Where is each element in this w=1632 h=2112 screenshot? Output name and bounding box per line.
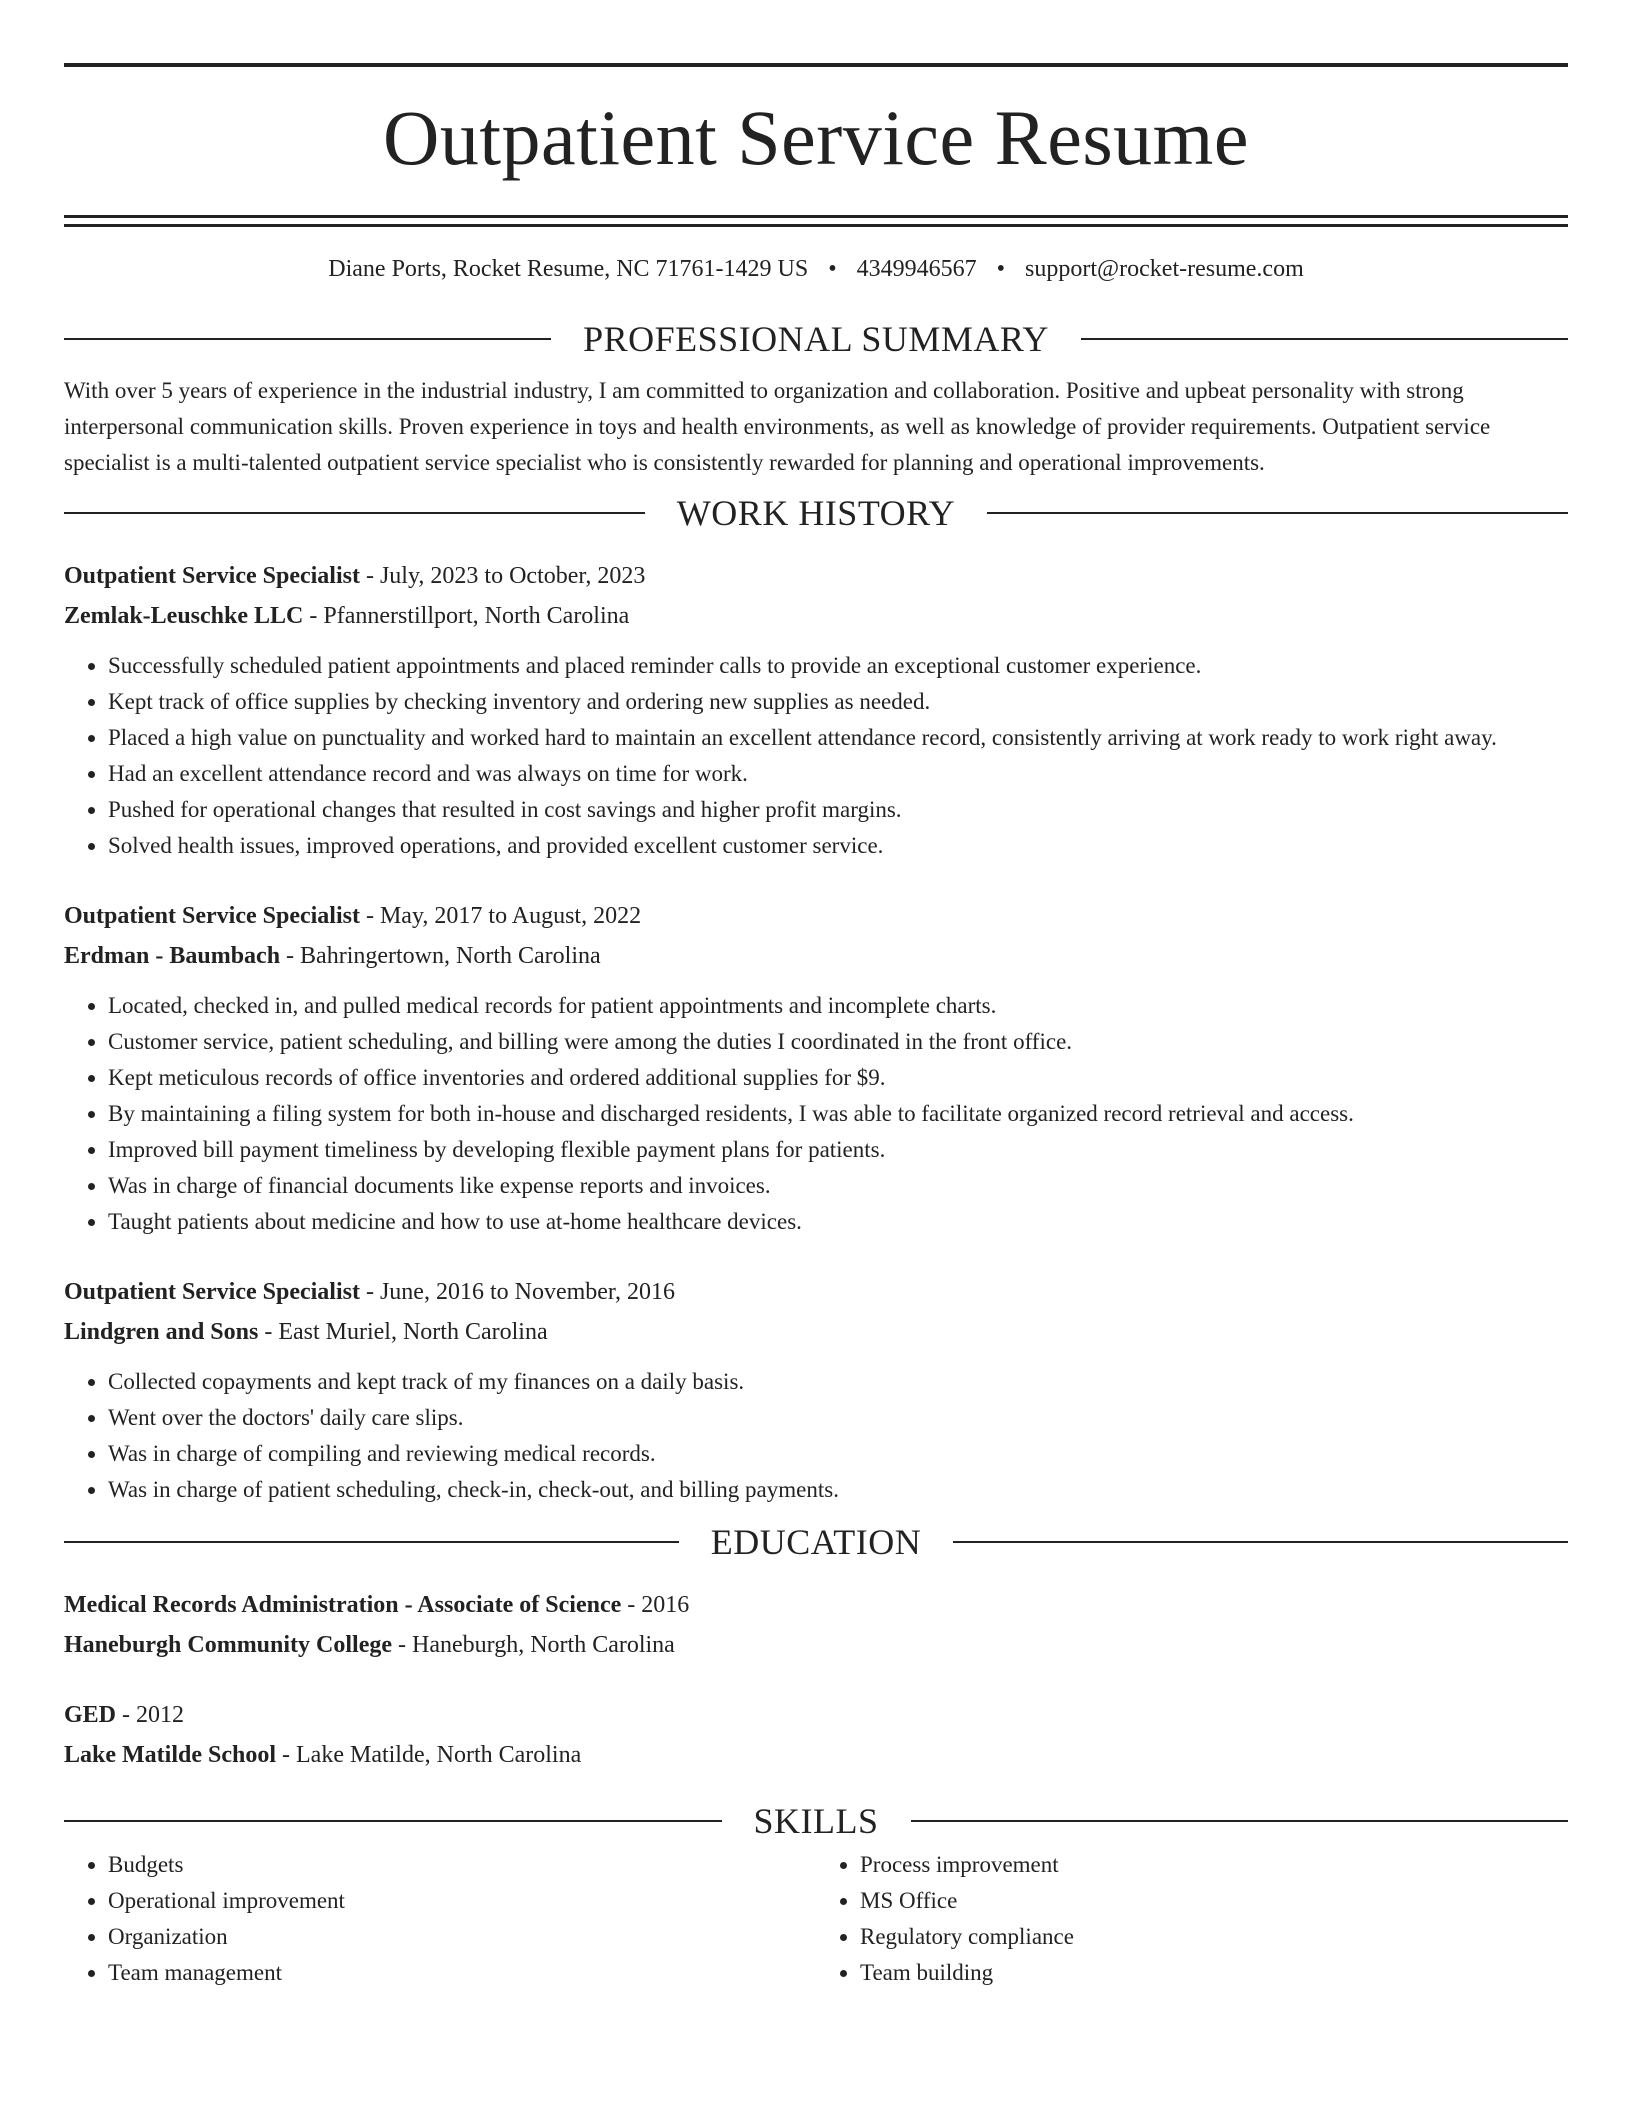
job-bullet: • Kept meticulous records of office inventories and ordered additional supplies for $9.: [108, 1060, 1568, 1096]
skill-item: • MS Office: [860, 1883, 1568, 1919]
job-title-line: [64, 896, 1568, 936]
education-degree: GED: [64, 1702, 117, 1728]
contact-line: [64, 254, 1568, 284]
job-location: - Bahringertown, North Carolina: [280, 943, 601, 969]
job-bullet: • Was in charge of financial documents like expense reports and invoices.: [108, 1168, 1568, 1204]
job-bullet: • Went over the doctors' daily care slips.: [108, 1400, 1568, 1436]
job-dates: - May, 2017 to August, 2022: [359, 903, 642, 929]
job-company: Erdman - Baumbach: [64, 943, 281, 969]
resume-title: Outpatient Service Resume: [383, 94, 1249, 181]
heading-rule: [64, 1820, 722, 1822]
job-title-line: [64, 556, 1568, 596]
job-company-line: [64, 1312, 1568, 1352]
job-entry: [64, 556, 1568, 864]
heading-rule: [1081, 338, 1568, 340]
heading-rule: [953, 1541, 1568, 1543]
section-title: EDUCATION: [710, 1522, 922, 1562]
education-year: - 2012: [116, 1702, 185, 1728]
skills-column-right: [816, 1847, 1568, 1991]
education-entry: [64, 1695, 1568, 1775]
job-bullet: • Located, checked in, and pulled medical records for patient appointments and incomplete charts.: [108, 988, 1568, 1024]
education-degree: Medical Records Administration - Associate of Science: [64, 1592, 622, 1618]
summary-heading: [64, 319, 1568, 359]
job-bullets: [64, 988, 1568, 1240]
job-bullet: • Had an excellent attendance record and was always on time for work.: [108, 756, 1568, 792]
job-dates: - June, 2016 to November, 2016: [359, 1279, 675, 1305]
job-bullet: • Successfully scheduled patient appointments and placed reminder calls to provide an exceptional customer experience.: [108, 648, 1568, 684]
job-bullet: • Customer service, patient scheduling, and billing were among the duties I coordinated in the front office.: [108, 1024, 1568, 1060]
job-bullet: • Was in charge of patient scheduling, check-in, check-out, and billing payments.: [108, 1472, 1568, 1508]
skill-item: • Team management: [108, 1955, 816, 1991]
job-bullet: • Taught patients about medicine and how to use at-home healthcare devices.: [108, 1204, 1568, 1240]
job-company: Lindgren and Sons: [64, 1319, 259, 1345]
heading-rule: [64, 1541, 679, 1543]
education-year: - 2016: [621, 1592, 690, 1618]
heading-rule: [64, 338, 551, 340]
work-history-heading: [64, 493, 1568, 533]
skill-item: • Process improvement: [860, 1847, 1568, 1883]
education-degree-line: [64, 1585, 1568, 1625]
job-bullet: • Improved bill payment timeliness by developing flexible payment plans for patients.: [108, 1132, 1568, 1168]
contact-address: Diane Ports, Rocket Resume, NC 71761-1429 US: [328, 256, 809, 282]
job-entry: [64, 1272, 1568, 1508]
skills-heading: [64, 1801, 1568, 1841]
education-location: - Haneburgh, North Carolina: [392, 1632, 675, 1658]
job-location: - Pfannerstillport, North Carolina: [303, 603, 630, 629]
job-title: Outpatient Service Specialist: [64, 903, 360, 929]
education-school-line: [64, 1625, 1568, 1665]
job-bullet: • Kept track of office supplies by checking inventory and ordering new supplies as needed.: [108, 684, 1568, 720]
education-school: Lake Matilde School: [64, 1742, 277, 1768]
job-bullet: • Placed a high value on punctuality and worked hard to maintain an excellent attendance record, consistently arriving at work ready to work right away.: [108, 720, 1568, 756]
job-entry: [64, 896, 1568, 1240]
job-title-line: [64, 1272, 1568, 1312]
education-heading: [64, 1522, 1568, 1562]
job-bullet: • By maintaining a filing system for both in-house and discharged residents, I was able to facilitate organized record retrieval and access.: [108, 1096, 1568, 1132]
job-title: Outpatient Service Specialist: [64, 563, 360, 589]
skill-item: • Team building: [860, 1955, 1568, 1991]
job-bullet: • Collected copayments and kept track of my finances on a daily basis.: [108, 1364, 1568, 1400]
job-bullet: • Pushed for operational changes that resulted in cost savings and higher profit margins.: [108, 792, 1568, 828]
heading-rule: [987, 512, 1568, 514]
job-bullets: [64, 1364, 1568, 1508]
job-company-line: [64, 936, 1568, 976]
job-company: Zemlak-Leuschke LLC: [64, 603, 304, 629]
contact-separator: •: [996, 256, 1006, 282]
skills-grid: [64, 1847, 1568, 1991]
job-location: - East Muriel, North Carolina: [258, 1319, 548, 1345]
job-bullets: [64, 648, 1568, 864]
education-location: - Lake Matilde, North Carolina: [276, 1742, 582, 1768]
education-school-line: [64, 1735, 1568, 1775]
education-entry: [64, 1585, 1568, 1665]
top-rule: [64, 63, 1568, 67]
skill-item: • Regulatory compliance: [860, 1919, 1568, 1955]
summary-text: With over 5 years of experience in the industrial industry, I am committed to organization and collaboration. Positive and upbeat personality with strong interpersonal communication skills. Proven experience in toys and health environments, as well as knowledge of provider requirements. Outpatient service specialist is a multi-talented outpatient service specialist who is consistently rewarded for planning and operational improvements.: [64, 378, 1491, 475]
section-title: PROFESSIONAL SUMMARY: [583, 319, 1049, 359]
contact-phone: 4349946567: [856, 256, 977, 282]
section-title: WORK HISTORY: [676, 493, 956, 533]
section-title: SKILLS: [753, 1801, 879, 1841]
education-school: Haneburgh Community College: [64, 1632, 393, 1658]
skill-item: • Operational improvement: [108, 1883, 816, 1919]
skills-column-left: [64, 1847, 816, 1991]
skill-item: • Budgets: [108, 1847, 816, 1883]
title-double-rule: [64, 215, 1568, 227]
job-dates: - July, 2023 to October, 2023: [359, 563, 646, 589]
resume-page: [64, 0, 1568, 1991]
job-company-line: [64, 596, 1568, 636]
heading-rule: [911, 1820, 1569, 1822]
contact-email[interactable]: support@rocket-resume.com: [1025, 256, 1304, 282]
job-bullet: • Was in charge of compiling and reviewing medical records.: [108, 1436, 1568, 1472]
heading-rule: [64, 512, 645, 514]
job-title: Outpatient Service Specialist: [64, 1279, 360, 1305]
contact-separator: •: [828, 256, 837, 282]
education-degree-line: [64, 1695, 1568, 1735]
job-bullet: • Solved health issues, improved operations, and provided excellent customer service.: [108, 828, 1568, 864]
skill-item: • Organization: [108, 1919, 816, 1955]
